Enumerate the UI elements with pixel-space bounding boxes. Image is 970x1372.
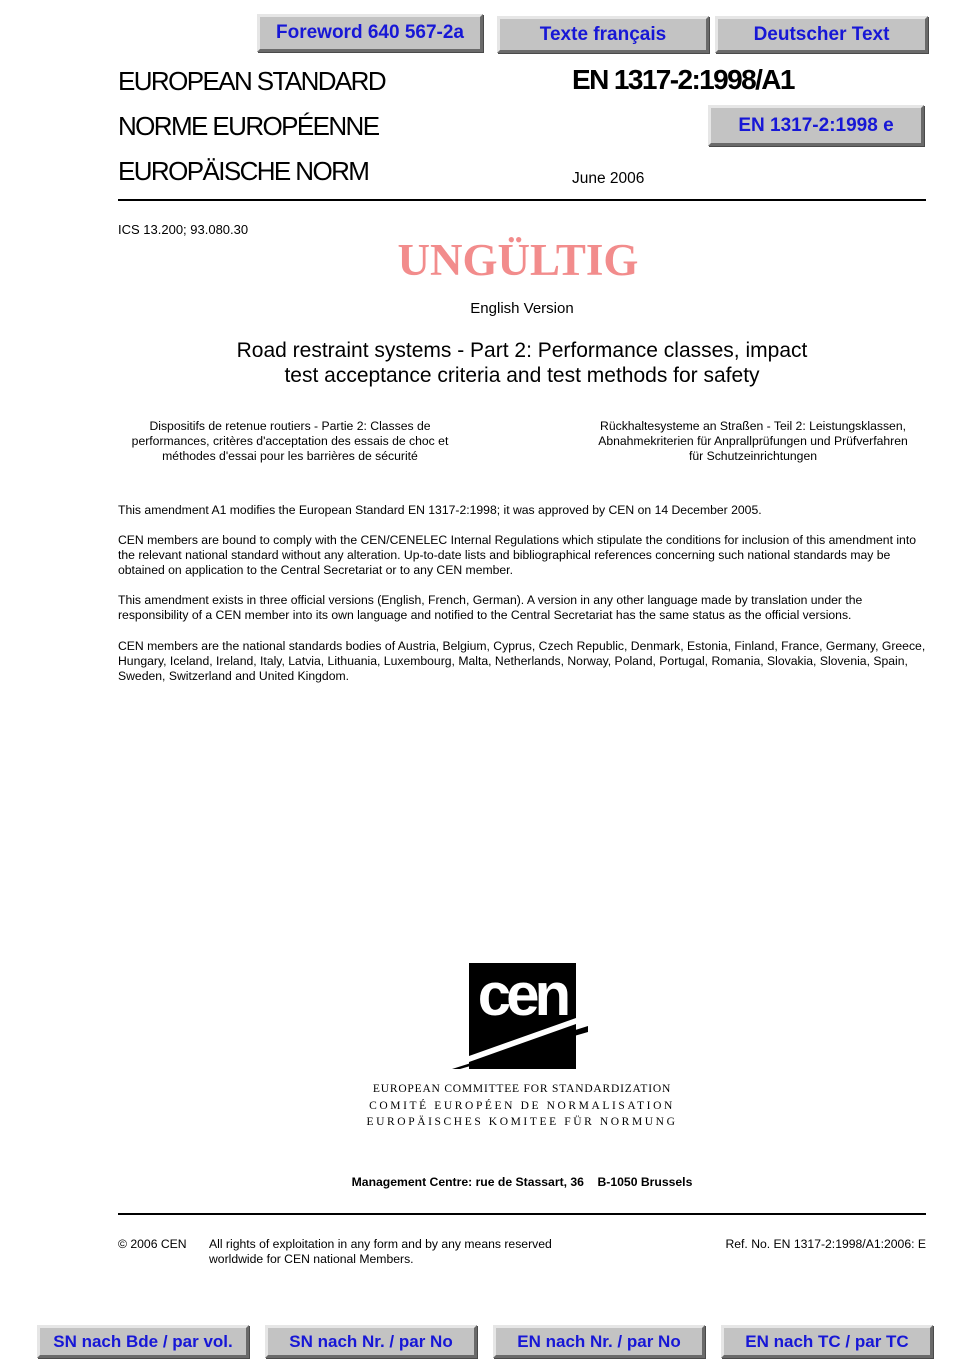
version-label: English Version <box>470 300 574 317</box>
french-title-line: performances, critères d'acceptation des essais de choc et <box>131 434 449 448</box>
french-title <box>110 419 470 464</box>
footer-divider <box>118 1213 926 1215</box>
copyright: © 2006 CEN <box>118 1237 187 1251</box>
svg-text:cen: cen <box>477 961 567 1028</box>
standard-name-fr: NORME EUROPÉENNE <box>118 111 379 141</box>
german-title-line: für Schutzeinrichtungen <box>688 449 818 463</box>
rights-line: worldwide for CEN national Members. <box>209 1252 414 1266</box>
cen-logo-icon <box>440 960 600 1072</box>
cen-name-en: EUROPEAN COMMITTEE FOR STANDARDIZATION <box>372 1083 672 1095</box>
paragraph-approval: This amendment A1 modifies the European Standard EN 1317-2:1998; it was approved by CEN on 14 December 2005. <box>118 503 762 517</box>
title-line-1: Road restraint systems - Part 2: Performance classes, impact <box>236 339 808 362</box>
reference-number: Ref. No. EN 1317-2:1998/A1:2006: E <box>725 1237 926 1251</box>
paragraph-members: CEN members are the national standards bodies of Austria, Belgium, Cyprus, Czech Republic, Denmark, Estonia, Finland, France, Germany, Greece, Hungary, Iceland, Ireland, Italy, Latvia, Lithuania, Luxembourg, Malta, Netherlands, Norway, Poland, Portugal, Romania, Slovakia, Slovenia, Spain, Sweden, Switzerland and United Kingdom. <box>118 639 926 683</box>
cen-name-fr: COMITÉ EUROPÉEN DE NORMALISATION <box>369 1100 675 1112</box>
standard-name-de: EUROPÄISCHE NORM <box>118 156 369 186</box>
standard-name-en: EUROPEAN STANDARD <box>118 66 386 96</box>
publication-date: June 2006 <box>572 170 645 187</box>
german-title <box>572 419 934 464</box>
cen-logo <box>440 960 600 1072</box>
french-title-line: Dispositifs de retenue routiers - Partie 2: Classes de <box>149 419 431 433</box>
french-text-button[interactable]: Texte français <box>497 16 709 53</box>
rights-statement <box>209 1237 552 1267</box>
document-number: EN 1317-2:1998/A1 <box>572 64 794 95</box>
sn-by-volume-button[interactable]: SN nach Bde / par vol. <box>37 1325 249 1358</box>
management-centre: Management Centre: rue de Stassart, 36 B-1050 Brussels <box>351 1175 693 1189</box>
german-title-line: Rückhaltesysteme an Straßen - Teil 2: Leistungsklassen, <box>600 419 906 433</box>
header-divider <box>118 199 926 201</box>
paragraph-versions: This amendment exists in three official versions (English, French, German). A version in any other language made by translation under the responsibility of a CEN member into its own language and notified to the Central Secretariat has the same status as the official versions. <box>118 593 863 622</box>
cen-name-de: EUROPÄISCHES KOMITEE FÜR NORMUNG <box>366 1116 678 1128</box>
document-title <box>118 338 926 388</box>
french-title-line: méthodes d'essai pour les barrières de sécurité <box>162 449 418 463</box>
rights-line: All rights of exploitation in any form and by any means reserved <box>209 1237 552 1251</box>
german-title-line: Abnahmekriterien für Anprallprüfungen und Prüfverfahren <box>598 434 908 448</box>
en-by-number-button[interactable]: EN nach Nr. / par No <box>493 1325 705 1358</box>
german-text-button[interactable]: Deutscher Text <box>715 16 928 53</box>
sn-by-number-button[interactable]: SN nach Nr. / par No <box>265 1325 477 1358</box>
ics-code: ICS 13.200; 93.080.30 <box>118 222 249 237</box>
en-by-tc-button[interactable]: EN nach TC / par TC <box>721 1325 933 1358</box>
title-line-2: test acceptance criteria and test methods for safety <box>284 364 760 387</box>
base-standard-button[interactable]: EN 1317-2:1998 e <box>708 105 924 146</box>
foreword-button[interactable]: Foreword 640 567-2a <box>257 14 483 52</box>
invalid-stamp: UNGÜLTIG <box>397 235 639 285</box>
paragraph-compliance: CEN members are bound to comply with the CEN/CENELEC Internal Regulations which stipulate the conditions for inclusion of this amendment into the relevant national standard without any alteration. Up-to-date lists and bibliographical references concerning such national standards may be obtained on application to the Central Secretariat or to any CEN member. <box>118 533 916 577</box>
